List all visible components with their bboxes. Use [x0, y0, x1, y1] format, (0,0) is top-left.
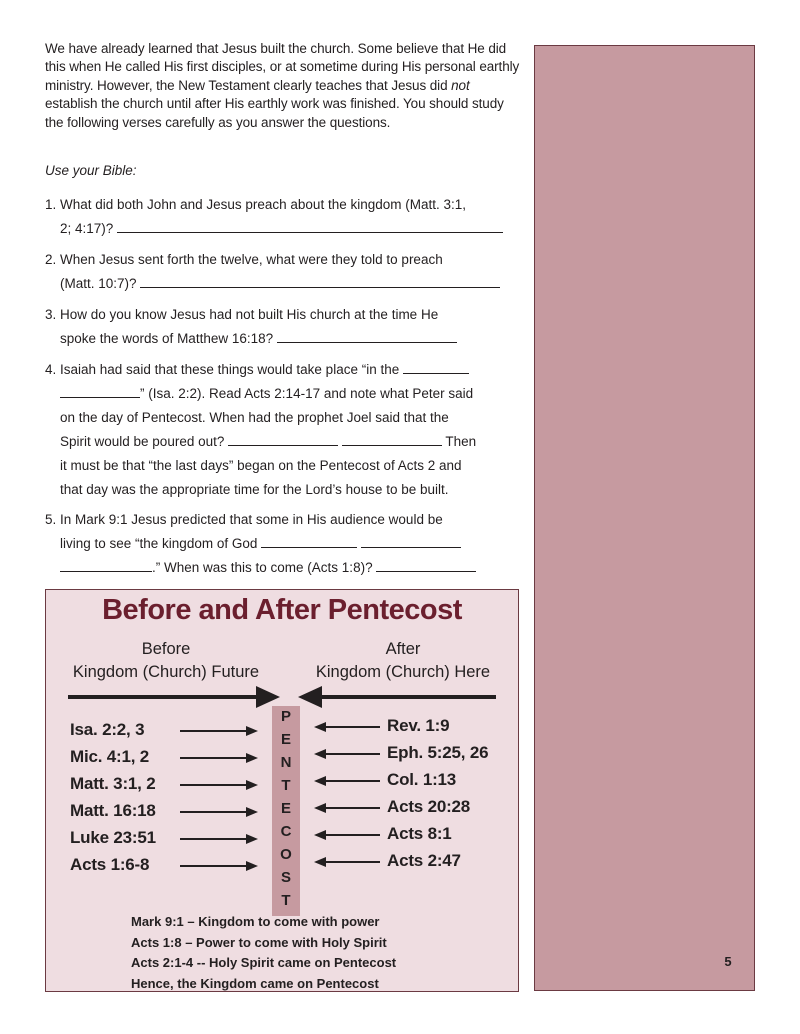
main-arrow-left: [298, 686, 496, 708]
question-3: [45, 303, 521, 351]
answer-blank-4a[interactable]: [403, 358, 469, 374]
before-arrow-1: [180, 726, 258, 736]
question-4-line-5: it must be that “the last days” began on the Pentecost of Acts 2 and: [60, 458, 462, 473]
after-arrow-5: [314, 830, 380, 840]
after-heading-label: After: [385, 640, 421, 658]
pentecost-letter-6: C: [280, 823, 292, 840]
pentecost-letter-1: P: [280, 708, 291, 725]
page-number: 5: [724, 954, 732, 969]
before-ref-6: Acts 1:6-8: [70, 855, 150, 874]
question-1-line-1: 1. What did both John and Jesus preach about the kingdom (Matt. 3:1,: [45, 197, 467, 212]
after-arrow-3: [314, 776, 380, 786]
before-arrow-2: [180, 753, 258, 763]
answer-blank-5b[interactable]: [361, 532, 461, 548]
question-5-line-3: .” When was this to come (Acts 1:8)?: [152, 560, 373, 575]
after-ref-6: Acts 2:47: [387, 851, 461, 870]
pentecost-letter-7: O: [280, 846, 292, 863]
diagram-title: Before and After Pentecost: [102, 594, 462, 626]
answer-blank-1[interactable]: [117, 217, 503, 233]
summary-line-1: Mark 9:1 – Kingdom to come with power: [131, 914, 380, 929]
question-1-line-2: 2; 4:17)?: [60, 221, 114, 236]
question-4-line-6: that day was the appropriate time for the Lord’s house to be built.: [60, 482, 449, 497]
before-arrow-3: [180, 780, 258, 790]
intro-text-start: We have already learned that Jesus built the church. Some believe that He did this when He called His first disciples, or at sometime during His personal earthly ministry. However, the New Testament clearly teaches that Jesus did: [45, 41, 520, 93]
answer-blank-2[interactable]: [140, 272, 500, 288]
question-5-line-1: 5. In Mark 9:1 Jesus predicted that some in His audience would be: [45, 512, 443, 527]
answer-blank-3[interactable]: [277, 327, 457, 343]
after-ref-5: Acts 8:1: [387, 824, 452, 843]
answer-blank-5a[interactable]: [261, 532, 357, 548]
main-arrow-right: [68, 686, 280, 708]
answer-blank-5c[interactable]: [60, 556, 152, 572]
question-2: [45, 248, 521, 296]
before-ref-5: Luke 23:51: [70, 828, 156, 847]
before-arrow-4: [180, 807, 258, 817]
question-5: [45, 508, 521, 580]
answer-blank-4d[interactable]: [342, 430, 442, 446]
question-5-line-2: living to see “the kingdom of God: [60, 536, 258, 551]
answer-blank-4b[interactable]: [60, 382, 140, 398]
question-4-line-1: 4. Isaiah had said that these things would take place “in the: [45, 362, 400, 377]
after-arrow-2: [314, 749, 380, 759]
pentecost-bar: [272, 706, 300, 916]
after-heading-sub: Kingdom (Church) Here: [315, 663, 491, 681]
intro-text-end: establish the church until after His earthly work was finished. You should study the following verses carefully as you answer the questions.: [45, 96, 504, 130]
after-arrow-1: [314, 722, 380, 732]
after-arrow-4: [314, 803, 380, 813]
before-ref-2: Mic. 4:1, 2: [70, 747, 150, 766]
summary-line-3: Acts 2:1-4 -- Holy Spirit came on Pentecost: [131, 955, 397, 970]
question-4-line-4: Spirit would be poured out?: [60, 434, 225, 449]
after-ref-3: Col. 1:13: [387, 770, 457, 789]
after-arrow-6: [314, 857, 380, 867]
before-heading-label: Before: [141, 640, 191, 658]
before-arrow-5: [180, 834, 258, 844]
intro-paragraph: [45, 40, 521, 132]
pentecost-letter-9: T: [281, 892, 291, 909]
after-ref-1: Rev. 1:9: [387, 716, 450, 735]
summary-line-2: Acts 1:8 – Power to come with Holy Spirit: [131, 934, 387, 950]
question-1: [45, 193, 521, 241]
before-heading-sub: Kingdom (Church) Future: [72, 663, 260, 681]
pentecost-letter-8: S: [280, 869, 291, 886]
sidebar-panel: [534, 45, 755, 991]
answer-blank-5d[interactable]: [376, 556, 476, 572]
after-ref-4: Acts 20:28: [387, 797, 471, 816]
question-4-line-3: on the day of Pentecost. When had the prophet Joel said that the: [60, 410, 449, 425]
summary-line-4: Hence, the Kingdom came on Pentecost: [131, 975, 379, 991]
diagram-summary: [131, 912, 396, 994]
question-4-line-4-end: Then: [445, 434, 477, 449]
after-ref-2: Eph. 5:25, 26: [387, 743, 489, 762]
before-ref-4: Matt. 16:18: [70, 801, 156, 820]
use-bible-instruction: Use your Bible:: [45, 163, 137, 178]
before-arrow-6: [180, 861, 258, 871]
question-4: [45, 358, 521, 502]
pentecost-diagram: [45, 589, 519, 992]
pentecost-letter-2: E: [280, 731, 291, 748]
question-3-line-2: spoke the words of Matthew 16:18?: [60, 331, 274, 346]
before-ref-1: Isa. 2:2, 3: [70, 720, 145, 739]
before-ref-3: Matt. 3:1, 2: [70, 774, 156, 793]
pentecost-letter-4: T: [281, 777, 291, 794]
question-2-line-2: (Matt. 10:7)?: [60, 276, 137, 291]
answer-blank-4c[interactable]: [228, 430, 338, 446]
question-3-line-1: 3. How do you know Jesus had not built His church at the time He: [45, 307, 439, 322]
question-4-line-2: ” (Isa. 2:2). Read Acts 2:14-17 and note what Peter said: [140, 386, 474, 401]
pentecost-letter-5: E: [280, 800, 291, 817]
intro-emphasis: not: [451, 77, 470, 93]
question-2-line-1: 2. When Jesus sent forth the twelve, what were they told to preach: [45, 252, 443, 267]
pentecost-letter-3: N: [280, 754, 292, 771]
